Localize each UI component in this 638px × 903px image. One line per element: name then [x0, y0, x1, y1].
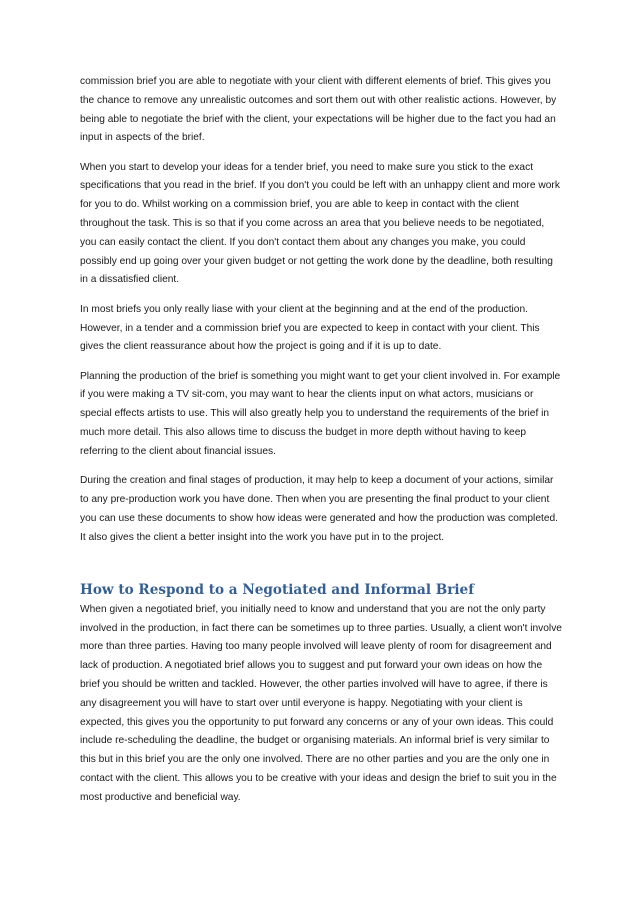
section-heading: How to Respond to a Negotiated and Informal Brief: [80, 581, 475, 598]
section-body: When given a negotiated brief, you initially need to know and understand that you are not the only party involved in the production, in fact there can be sometimes up to three parties. Usually, a client won't involve more than three parties. Having too many people involved will leave plenty of room for disagreement and lack of production. A negotiated brief allows you to suggest and put forward your own ideas on how the brief you should be written and tackled. However, the other parties involved will have to agree, if there is any disagreement you will have to start over until everyone is happy. Negotiating with your client is expected, this gives you the opportunity to put forward any concerns or any of your own ideas. This could include re-scheduling the deadline, the budget or organising materials. An informal brief is very similar to this but in this brief you are the only one involved. There are no other parties and you are the only one in contact with the client. This allows you to be creative with your ideas and design the brief to suit you in the most productive and beneficial way.: [80, 603, 562, 803]
paragraph-liaise-client: In most briefs you only really liase with your client at the beginning and at the end of the production. However, in a tender and a commission brief you are expected to keep in contact with your client. This gives the client reassurance about how the project is going and if it is up to date.: [80, 303, 540, 353]
paragraph-commission-brief: commission brief you are able to negotiate with your client with different elements of brief. This gives you the chance to remove any unrealistic outcomes and sort them out with other realistic actions. However, by being able to negotiate the brief with the client, your expectations will be higher due to the fact you had an input in aspects of the brief.: [80, 76, 557, 144]
document-page: [80, 73, 562, 818]
paragraph-planning-production: Planning the production of the brief is something you might want to get your client involved in. For example if you were making a TV sit-com, you may want to hear the clients input on what actors, musicians or special effects artists to use. This will also greatly help you to understand the requirements of the brief in much more detail. This also allows time to discuss the budget in more depth without having to keep referring to the client about financial issues.: [80, 370, 561, 457]
section-spacer: [80, 558, 562, 581]
paragraph-tender-brief: When you start to develop your ideas for a tender brief, you need to make sure you stick to the exact specifications that you read in the brief. If you don't you could be left with an unhappy client and more work for you to do. Whilst working on a commission brief, you are able to keep in contact with the client throughout the task. This is so that if you come across an area that you believe needs to be negotiated, you can easily contact the client. If you don't contact them about any changes you make, you could possibly end up going over your given budget or not getting the work done by the deadline, both resulting in a dissatisfied client.: [80, 161, 560, 286]
paragraph-final-stages: During the creation and final stages of production, it may help to keep a document of your actions, similar to any pre-production work you have done. Then when you are presenting the final product to your client you can use these documents to show how ideas were generated and how the production was completed. It also gives the client a better insight into the work you have put in to the project.: [80, 475, 558, 543]
